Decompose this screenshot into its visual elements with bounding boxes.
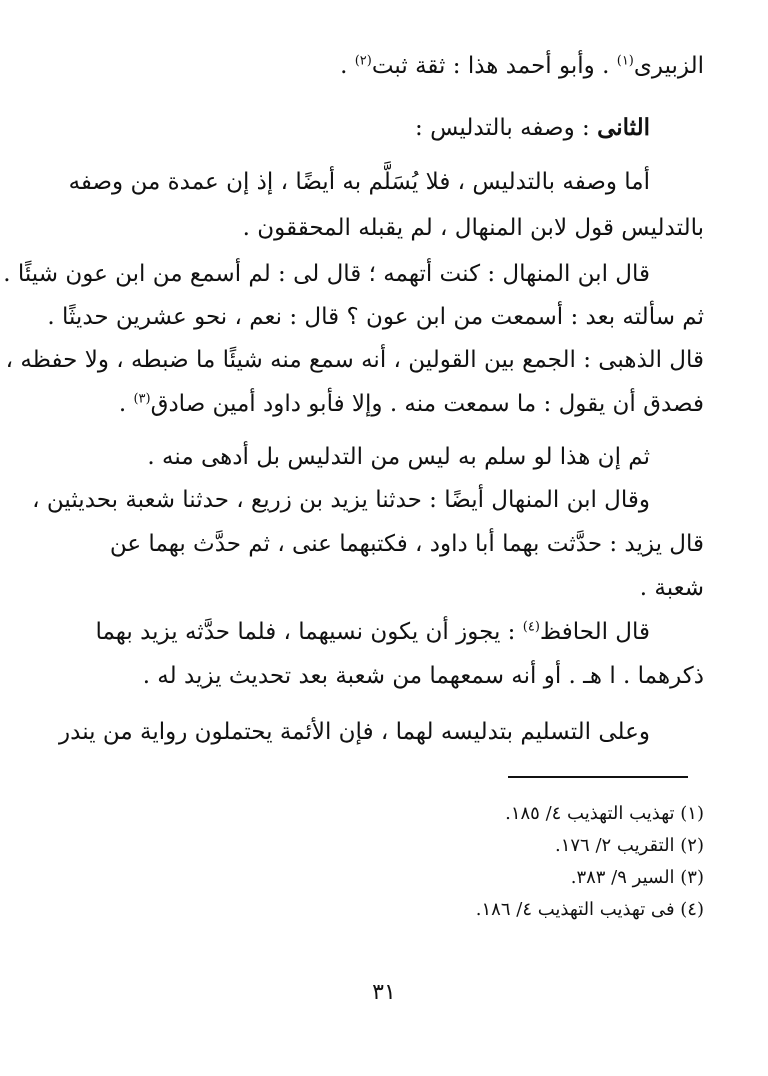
paragraph-2-line-1: قال ابن المنهال : كنت أتهمه ؛ قال لى : لم أسمع من ابن عون شيئًا . <box>3 261 650 287</box>
text-fragment: الزبيرى <box>633 53 704 79</box>
paragraph-4-line-3: شعبة . <box>639 575 704 601</box>
paragraph-1-line-2: بالتدليس قول لابن المنهال ، لم يقبله المحققون . <box>242 215 704 241</box>
paragraph-2-line-2: ثم سألته بعد : أسمعت من ابن عون ؟ قال : نعم ، نحو عشرين حديثًا . <box>47 304 704 330</box>
paragraph-4-line-2: قال يزيد : حدَّثت بهما أبا داود ، فكتبهما عنى ، ثم حدَّث بهما عن <box>109 531 704 557</box>
text-fragment: : يجوز أن يكون نسيهما ، فلما حدَّثه يزيد بهما <box>95 619 516 645</box>
text-fragment: فصدق أن يقول : ما سمعت منه . وإلا فأبو داود أمين صادق <box>150 391 704 417</box>
page-number: ٣١ <box>372 980 396 1005</box>
text-fragment: . <box>118 391 127 417</box>
footnote-marker-3: (٣) <box>133 391 151 407</box>
text-fragment: . <box>340 53 348 79</box>
footnote-3: (٣) السير ٩/ ٣٨٣. <box>570 867 704 888</box>
paragraph-2-line-4 <box>116 384 704 424</box>
paragraph-4-line-1: وقال ابن المنهال أيضًا : حدثنا يزيد بن زريع ، حدثنا شعبة بحديثين ، <box>32 487 650 513</box>
paragraph-6-line-1: وعلى التسليم بتدليسه لهما ، فإن الأئمة يحتملون رواية من يندر <box>59 719 650 745</box>
footnote-2: (٢) التقريب ٢/ ١٧٦. <box>554 835 704 856</box>
section-heading <box>116 108 650 148</box>
footnote-marker-4: (٤) <box>522 619 540 635</box>
text-line-1 <box>116 46 704 86</box>
paragraph-5-line-2: ذكرهما . ا هـ . أو أنه سمعهما من شعبة بعد تحديث يزيد له . <box>142 663 704 689</box>
text-fragment: قال الحافظ <box>539 619 650 645</box>
footnote-divider <box>508 776 688 778</box>
footnote-marker-2: (٢) <box>354 53 372 69</box>
heading-label: الثانى <box>597 114 650 141</box>
footnote-1: (١) تهذيب التهذيب ٤/ ١٨٥. <box>505 803 704 824</box>
footnote-4: (٤) فى تهذيب التهذيب ٤/ ١٨٦. <box>475 899 704 920</box>
paragraph-3: ثم إن هذا لو سلم به ليس من التدليس بل أدهى منه . <box>147 444 650 470</box>
paragraph-5-line-1 <box>95 612 650 652</box>
heading-text: : وصفه بالتدليس : <box>415 115 590 141</box>
paragraph-2-line-3: قال الذهبى : الجمع بين القولين ، أنه سمع منه شيئًا ما ضبطه ، ولا حفظه ، <box>5 347 704 373</box>
paragraph-1-line-1: أما وصفه بالتدليس ، فلا يُسَلَّم به أيضًا ، إذ إن عمدة من وصفه <box>68 169 650 195</box>
footnote-marker-1: (١) <box>616 53 634 69</box>
text-fragment: . وأبو أحمد هذا : ثقة ثبت <box>371 53 610 79</box>
